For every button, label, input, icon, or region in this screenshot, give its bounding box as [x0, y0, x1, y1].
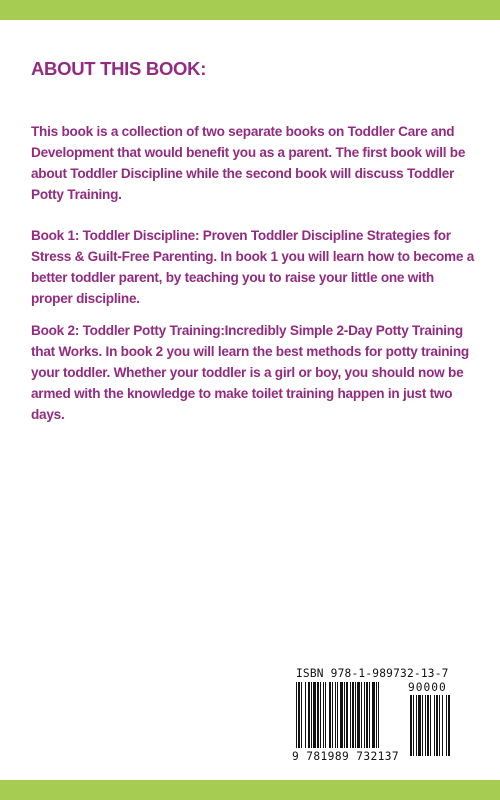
isbn-label: ISBN 978-1-989732-13-7 [296, 667, 449, 680]
barcode-addon-digits: 90000 [408, 681, 447, 694]
page-heading: ABOUT THIS BOOK: [31, 58, 207, 79]
isbn-barcode [288, 664, 470, 768]
intro-paragraph: This book is a collection of two separate books on Toddler Care and Development that would benefit you as a parent. The first book will be about Toddler Discipline while the second book will discuss Toddler Potty Training. [31, 124, 466, 202]
barcode-number: 9 781989 732137 [292, 750, 400, 763]
book-2-paragraph: Book 2: Toddler Potty Training:Incredibly Simple 2-Day Potty Training that Works. In book 2 you will learn the best methods for potty training your toddler. Whether your toddler is a girl or boy, you should now be armed with the knowledge to make toilet training happen in just two days. [31, 323, 469, 422]
top-color-band [0, 0, 500, 20]
book-1-paragraph: Book 1: Toddler Discipline: Proven Toddler Discipline Strategies for Stress & Guilt-Free Parenting. In book 1 you will learn how to become a better toddler parent, by teaching you to raise your little one with proper discipline. [31, 228, 475, 306]
bottom-color-band [0, 780, 500, 800]
